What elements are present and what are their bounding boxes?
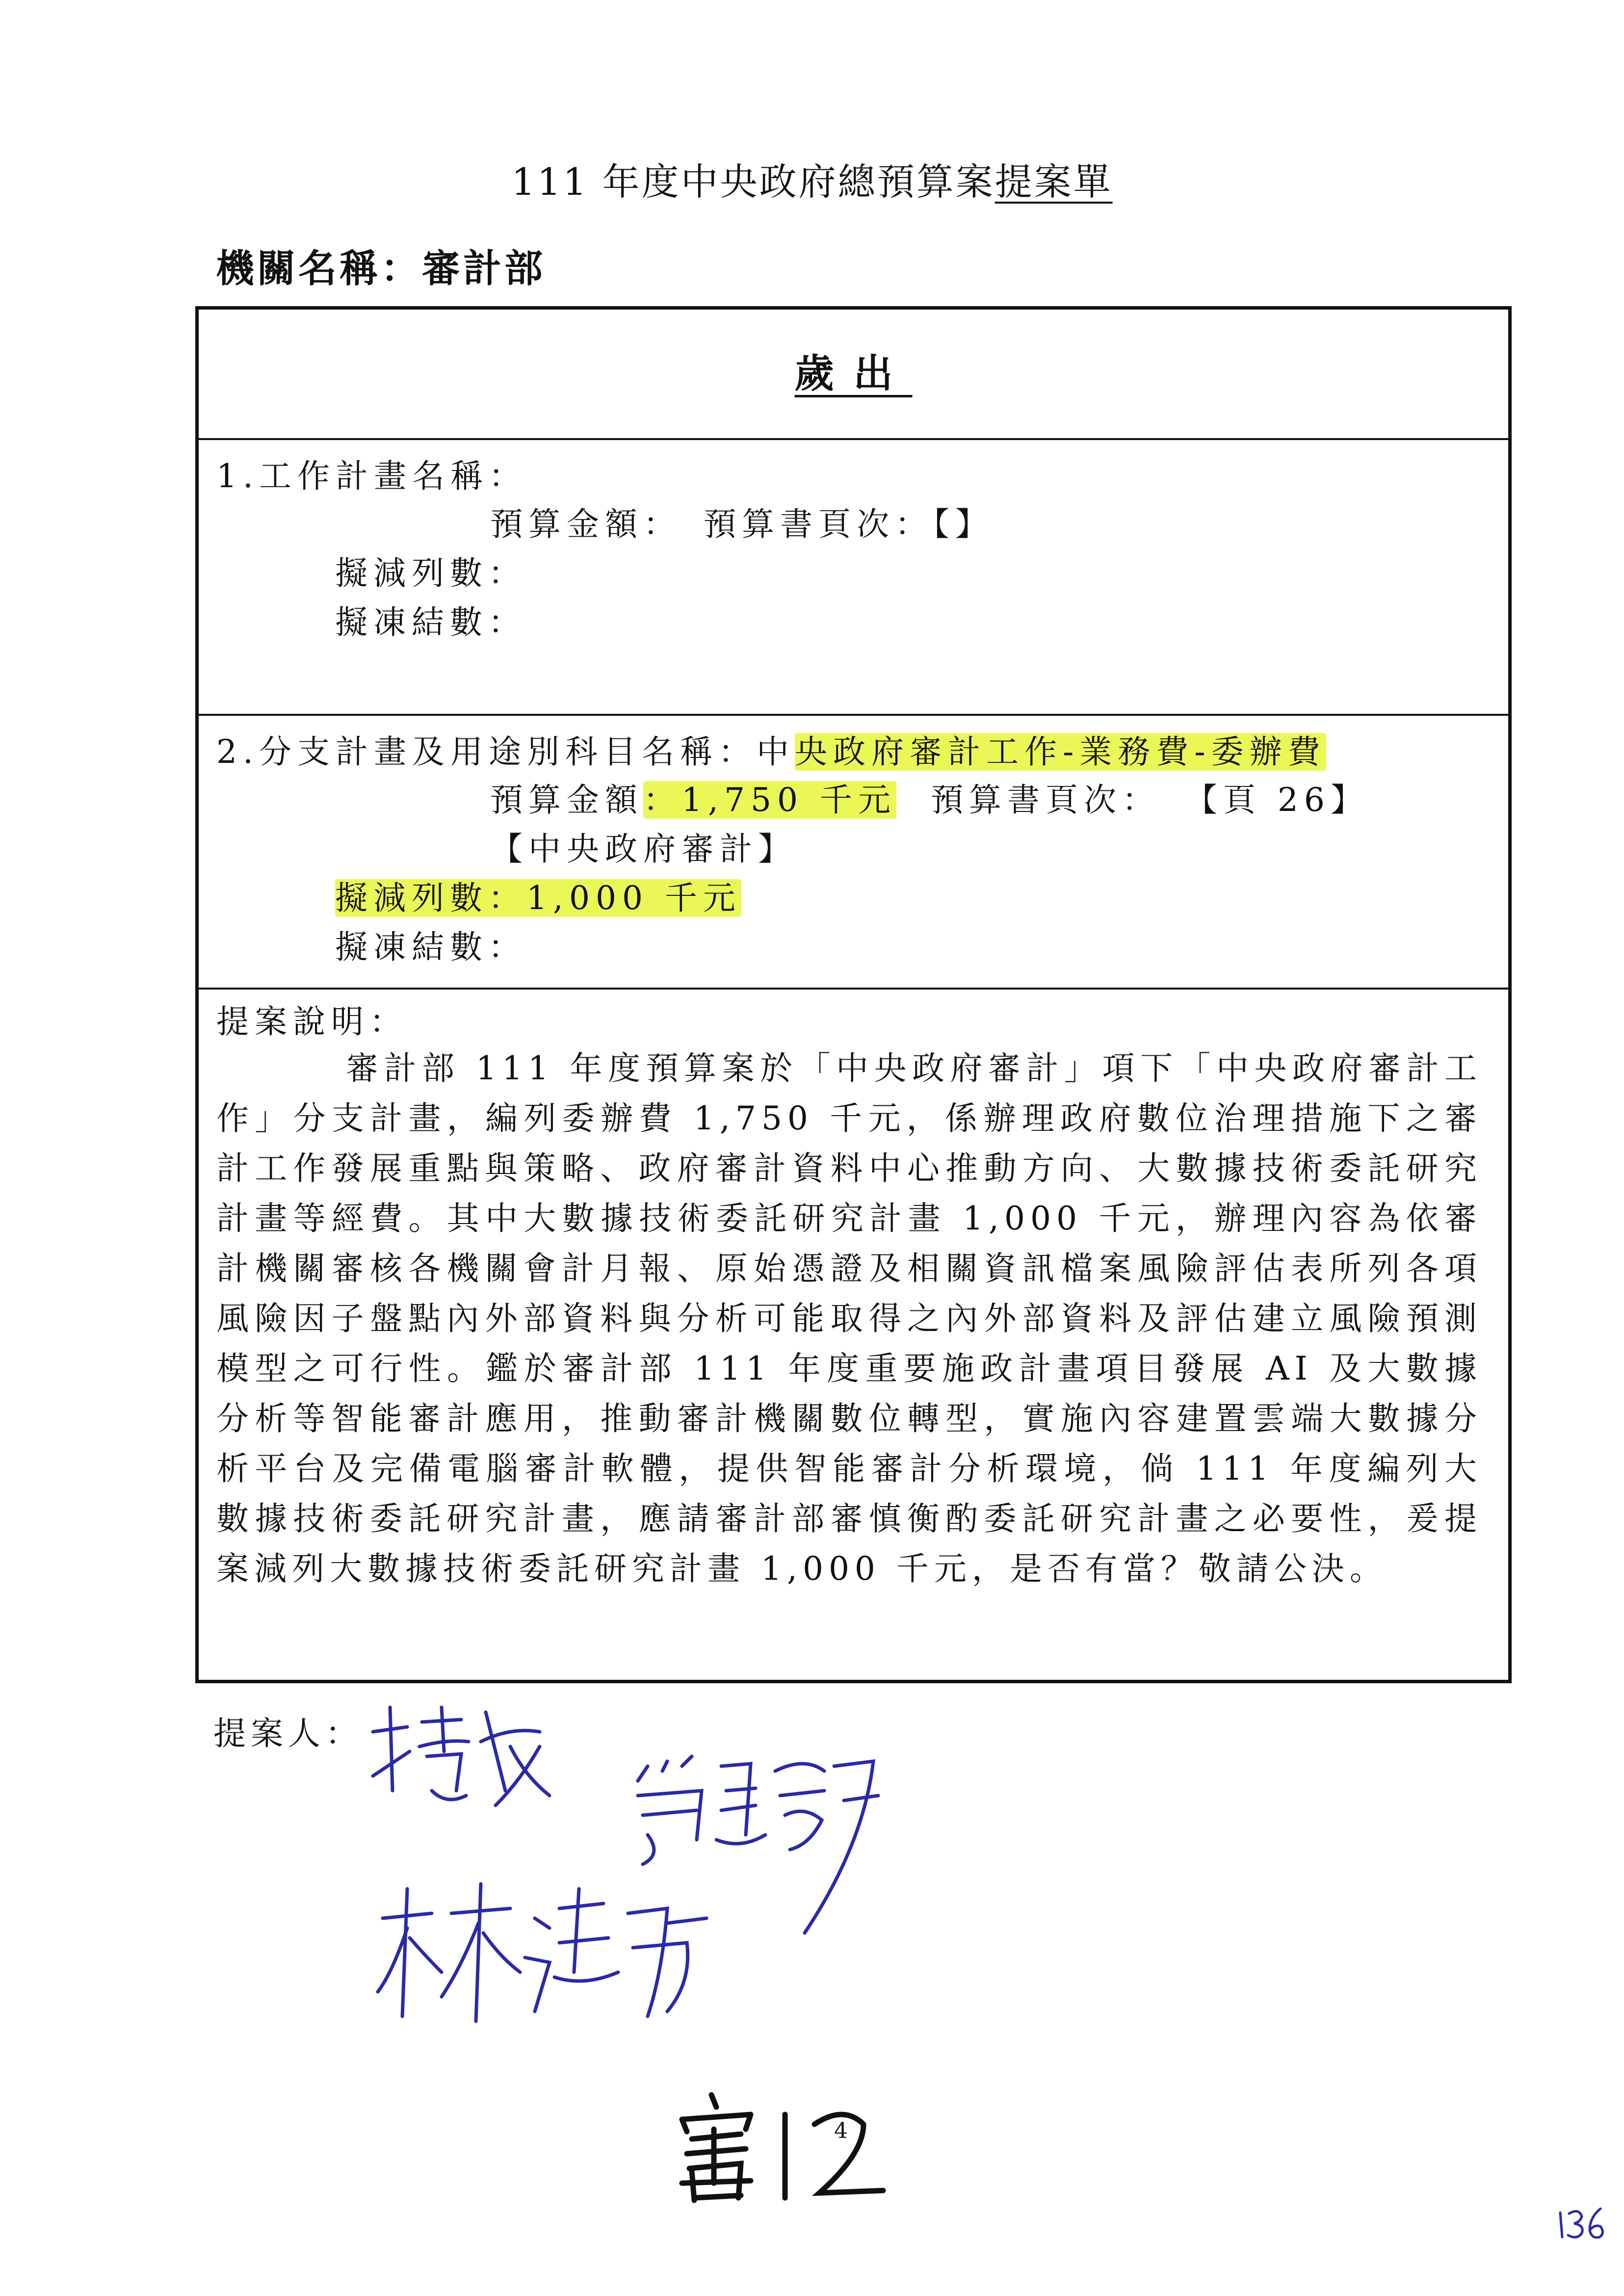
explanation-label: 提案說明： [216, 1003, 408, 1041]
corner-note-136 [1555, 2203, 1609, 2242]
item-2-budget-label: 預算金額 [490, 781, 643, 819]
agency-name: 機關名稱：審計部 [216, 247, 546, 291]
item-2-page-label: 預算書頁次： [930, 781, 1160, 819]
title-prefix: 111 年度中央政府總預算案 [511, 160, 995, 204]
item-2-program: 【中央政府審計】 [490, 830, 796, 868]
item-2-name-prefix: 2.分支計畫及用途別科目名稱：中 [216, 733, 795, 771]
item-1-cut: 擬減列數： [335, 554, 526, 592]
item-2-freeze: 擬凍結數： [335, 928, 526, 966]
handwritten-number [667, 2085, 893, 2213]
proposer-label: 提案人： [213, 1715, 363, 1752]
item-2-cut-value: 擬減列數：1,000 千元 [335, 879, 741, 917]
document-title [0, 152, 1624, 206]
item-1-name: 1.工作計畫名稱： [216, 457, 527, 495]
item-2-cut [335, 872, 741, 918]
item-2-page-value: 【頁 26】 [1184, 781, 1369, 819]
proposal-form [195, 306, 1512, 1683]
item-2-name-highlight: 央政府審計工作-業務費-委辦費 [794, 733, 1326, 771]
page-number: 4 [834, 2118, 848, 2143]
item-1-freeze: 擬凍結數： [335, 603, 526, 641]
signature-li-guimin [363, 1693, 559, 1820]
item-1-section [199, 440, 1508, 716]
item-2-budget-value: ：1,750 千元 [643, 781, 896, 819]
item-2-name [216, 726, 1326, 772]
explanation-section [199, 990, 1508, 1683]
title-suffix: 提案單 [995, 160, 1113, 204]
item-1-budget: 預算金額： 預算書頁次：【】 [490, 505, 994, 543]
section-heading [199, 310, 1508, 440]
explanation-body: 審計部 111 年度預算案於「中央政府審計」項下「中央政府審計工作」分支計畫，編列委辦費 1,750 千元，係辦理政府數位治理措施下之審計工作發展重點與策略、政府審計資料中心推動方向、大數據技術委託研究計畫等經費。其中大數據技術委託研究計畫 1,000 千元，辦理內容為依審計機關審核各機關會計月報、原始憑證及相關資訊檔案風險評估表所列各項風險因子盤點內外部資料與分析可能取得之內外部資料及評估建立風險預測模型之可行性。鑑於審計部 111 年度重要施政計畫項目發展 AI 及大數據分析等智能審計應用，推動審計機關數位轉型，實施內容建置雲端大數據分析平台及完備電腦審計軟體，提供智能審計分析環境，倘 111 年度編列大數據技術委託研究計畫，應請審計部審慎衡酌委託研究計畫之必要性，爰提案減列大數據技術委託研究計畫 1,000 千元，是否有當？敬請公決。 [216, 1049, 1482, 1588]
signature-lin-defu [373, 1874, 716, 2031]
item-2-section [199, 716, 1508, 990]
item-2-budget [490, 774, 1369, 820]
expenditure-heading: 歲出 [794, 351, 913, 396]
